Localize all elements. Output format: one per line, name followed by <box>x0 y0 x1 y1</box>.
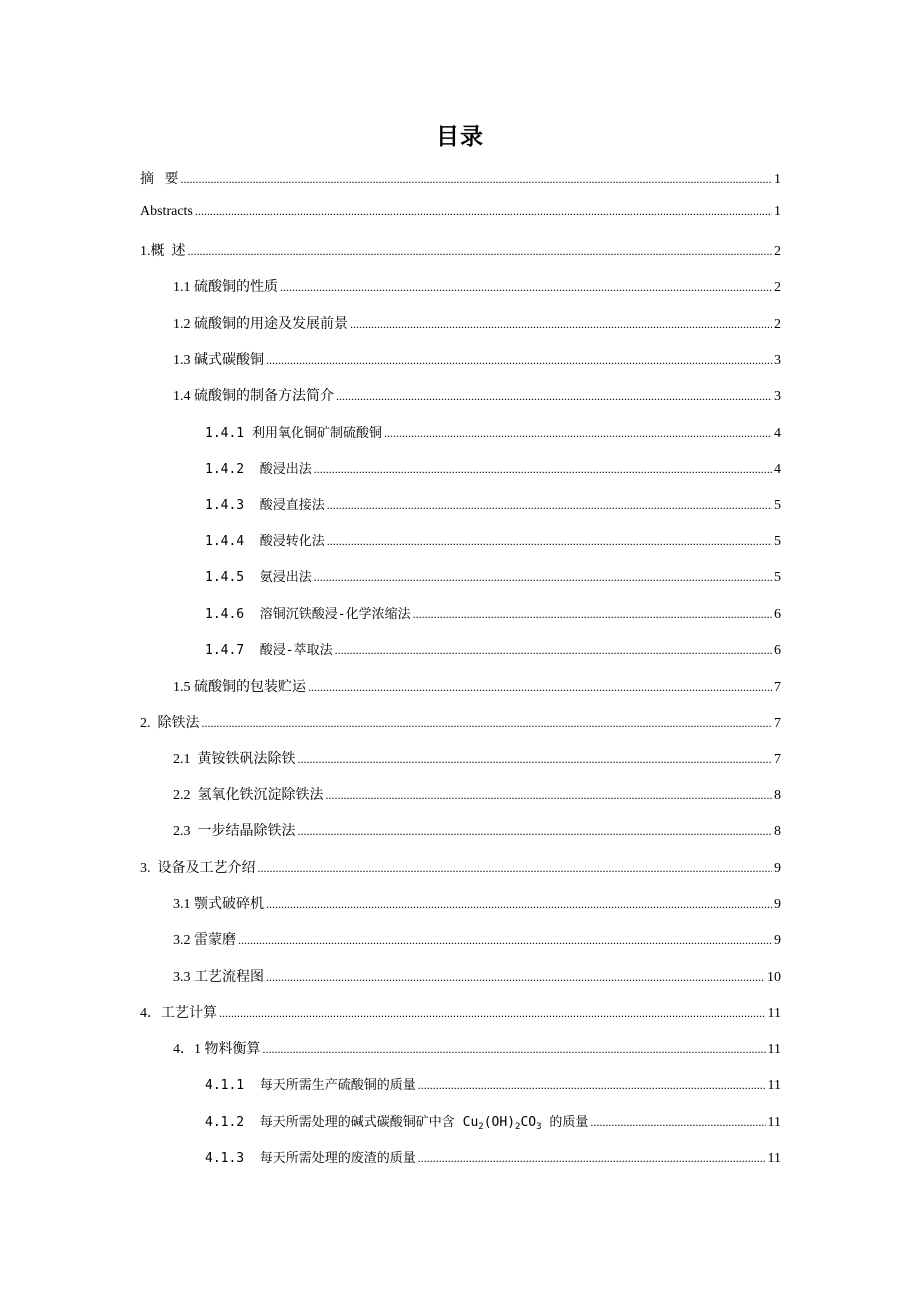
leader-dots <box>238 933 772 948</box>
leader-dots <box>280 280 772 295</box>
toc-entry-label: 1.概 述 <box>140 244 186 259</box>
leader-dots <box>327 534 772 549</box>
toc-entry-label: 摘 要 <box>140 172 179 187</box>
toc-entry-page: 7 <box>774 716 781 731</box>
leader-dots <box>326 788 773 803</box>
toc-entry-page: 3 <box>774 353 781 368</box>
toc-entry-page: 11 <box>767 1042 781 1057</box>
toc-entry-page: 3 <box>774 389 781 404</box>
toc-entry-page: 5 <box>774 498 781 513</box>
toc-entry-label: 3. 设备及工艺介绍 <box>140 861 256 876</box>
leader-dots <box>327 498 772 513</box>
toc-entry[interactable] <box>205 530 781 552</box>
toc-entry[interactable] <box>173 966 781 988</box>
toc-entry-label: 2.1 黄铵铁矾法除铁 <box>173 752 296 767</box>
toc-entry[interactable] <box>173 820 781 842</box>
toc-entry-label: 3.2 雷蒙磨 <box>173 933 236 948</box>
toc-entry[interactable] <box>140 712 781 734</box>
toc-entry-page: 9 <box>774 861 781 876</box>
toc-entry-label: 1.4.2 酸浸出法 <box>205 462 312 477</box>
toc-entry-label: 2.2 氢氧化铁沉淀除铁法 <box>173 788 324 803</box>
toc-entry-page: 2 <box>774 317 781 332</box>
toc-entry-label: 2.3 一步结晶除铁法 <box>173 824 296 839</box>
toc-entry[interactable] <box>205 1074 781 1096</box>
leader-dots <box>335 643 772 658</box>
toc-entry-page: 5 <box>774 570 781 585</box>
toc-entry-page: 1 <box>774 204 781 219</box>
toc-entry-page: 1 <box>774 172 781 187</box>
leader-dots <box>314 570 772 585</box>
toc-entry-page: 8 <box>774 788 781 803</box>
toc-entry-label: 4．工艺计算 <box>140 1006 217 1021</box>
leader-dots <box>336 389 772 404</box>
leader-dots <box>258 861 773 876</box>
toc-entry-label: 1.4.5 氨浸出法 <box>205 570 312 585</box>
toc-entry-page: 11 <box>767 1006 781 1021</box>
toc-entry-page: 7 <box>774 680 781 695</box>
toc-entry[interactable] <box>140 168 781 190</box>
toc-entry-label: 3.1 颚式破碎机 <box>173 897 264 912</box>
toc-entry[interactable] <box>173 349 781 371</box>
toc-entry[interactable] <box>173 893 781 915</box>
toc-entry-label: 4.1.3 每天所需处理的废渣的质量 <box>205 1151 416 1166</box>
toc-entry-label: 1.4 硫酸铜的制备方法简介 <box>173 389 334 404</box>
toc-entry[interactable] <box>205 494 781 516</box>
toc-entry-label: 1.4.6 溶铜沉铁酸浸-化学浓缩法 <box>205 607 411 622</box>
toc-entry[interactable] <box>205 1111 781 1133</box>
leader-dots <box>202 716 773 731</box>
leader-dots <box>384 426 772 441</box>
leader-dots <box>314 462 772 477</box>
toc-entry-label: 4．1 物料衡算 <box>173 1042 261 1057</box>
toc-entry-label: 1.1 硫酸铜的性质 <box>173 280 278 295</box>
toc-entry[interactable] <box>140 1002 781 1024</box>
toc-entry-label: 1.5 硫酸铜的包装贮运 <box>173 680 306 695</box>
toc-entry-label: 4.1.2 每天所需处理的碱式碳酸铜矿中含 $Cu_2(OH)_2CO_3$ 的质量 <box>205 1115 589 1132</box>
toc-entry[interactable] <box>205 458 781 480</box>
toc-entry[interactable] <box>173 676 781 698</box>
leader-dots <box>266 353 772 368</box>
leader-dots <box>590 1115 765 1130</box>
toc-entry[interactable] <box>140 240 781 262</box>
toc-entry-label: 1.2 硫酸铜的用途及发展前景 <box>173 317 348 332</box>
toc-entry-label: 3.3 工艺流程图 <box>173 970 264 985</box>
toc-entry-label: 4.1.1 每天所需生产硫酸铜的质量 <box>205 1078 416 1093</box>
leader-dots <box>219 1006 766 1021</box>
leader-dots <box>298 752 773 767</box>
leader-dots <box>266 897 772 912</box>
toc-entry-label: Abstracts <box>140 204 193 219</box>
leader-dots <box>418 1078 766 1093</box>
leader-dots <box>413 607 772 622</box>
toc-entry-page: 4 <box>774 426 781 441</box>
toc-entry[interactable] <box>173 1038 781 1060</box>
toc-entry-label: 1.3 碱式碳酸铜 <box>173 353 264 368</box>
toc-entry-page: 11 <box>767 1078 781 1093</box>
toc-entry-page: 9 <box>774 897 781 912</box>
leader-dots <box>308 680 772 695</box>
toc-entry-page: 6 <box>774 607 781 622</box>
toc-entry-label: 1.4.3 酸浸直接法 <box>205 498 325 513</box>
leader-dots <box>188 244 773 259</box>
toc-entry-page: 11 <box>767 1151 781 1166</box>
toc-entry-page: 5 <box>774 534 781 549</box>
toc-entry[interactable] <box>173 313 781 335</box>
toc-entry[interactable] <box>205 566 781 588</box>
toc-entry-label: 1.4.4 酸浸转化法 <box>205 534 325 549</box>
leader-dots <box>181 172 773 187</box>
leader-dots <box>350 317 772 332</box>
toc-entry-page: 9 <box>774 933 781 948</box>
toc-entry-label: 1.4.1 利用氧化铜矿制硫酸铜 <box>205 426 382 441</box>
page-title: 目录 <box>436 124 484 150</box>
toc-entry-page: 2 <box>774 244 781 259</box>
toc-entry[interactable] <box>173 748 781 770</box>
toc-entry-page: 8 <box>774 824 781 839</box>
toc-entry[interactable] <box>173 784 781 806</box>
leader-dots <box>418 1151 766 1166</box>
toc-entry[interactable] <box>205 1147 781 1169</box>
toc-entry-label: 1.4.7 酸浸-萃取法 <box>205 643 333 658</box>
leader-dots <box>298 824 773 839</box>
toc-entry[interactable] <box>140 857 781 879</box>
toc-entry-page: 2 <box>774 280 781 295</box>
toc-entry-page: 6 <box>774 643 781 658</box>
leader-dots <box>266 970 765 985</box>
toc-entry[interactable] <box>173 276 781 298</box>
toc-entry[interactable] <box>140 204 781 226</box>
toc-entry-page: 4 <box>774 462 781 477</box>
toc-entry[interactable] <box>173 929 781 951</box>
leader-dots <box>195 204 772 219</box>
toc-entry-page: 10 <box>767 970 781 985</box>
toc-entry-label: 2. 除铁法 <box>140 716 200 731</box>
toc-entry[interactable] <box>205 422 781 444</box>
toc-entry[interactable] <box>173 385 781 407</box>
toc-entry[interactable] <box>205 603 781 625</box>
toc-entry[interactable] <box>205 639 781 661</box>
toc-entry-page: 7 <box>774 752 781 767</box>
leader-dots <box>263 1042 766 1057</box>
toc-entry-page: 11 <box>767 1115 781 1130</box>
